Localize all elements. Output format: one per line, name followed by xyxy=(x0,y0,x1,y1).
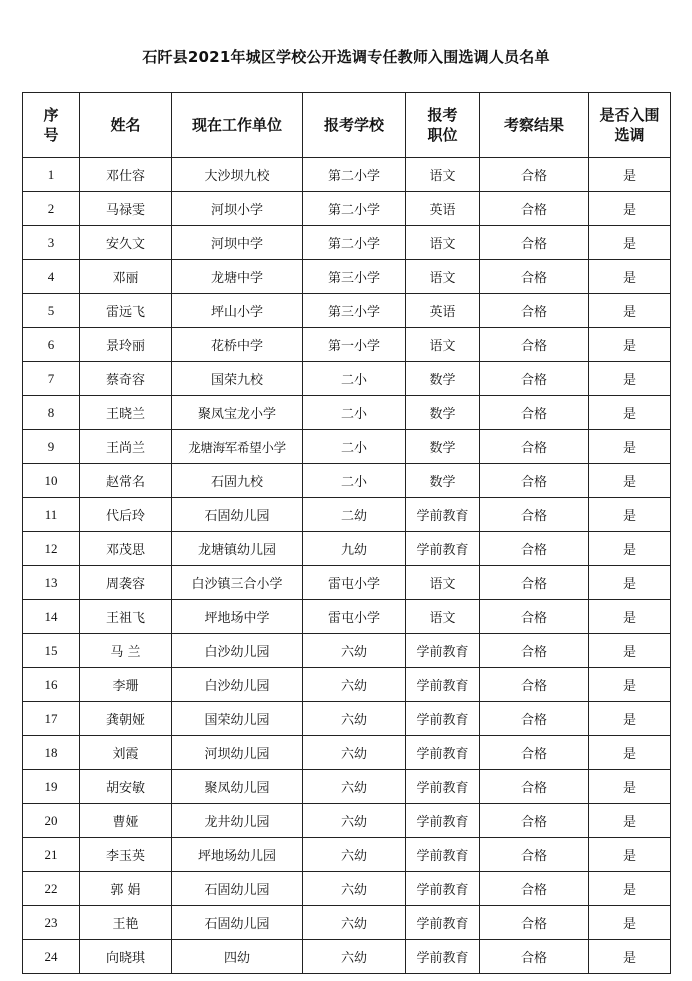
cell-unit: 坪地场幼儿园 xyxy=(172,838,303,872)
cell-result: 合格 xyxy=(480,770,589,804)
cell-position: 英语 xyxy=(406,294,480,328)
cell-unit: 坪地场中学 xyxy=(172,600,303,634)
table-row xyxy=(23,158,671,192)
cell-unit: 龙塘镇幼儿园 xyxy=(172,532,303,566)
page-title: 石阡县2021年城区学校公开选调专任教师入围选调人员名单 xyxy=(142,48,550,66)
cell-unit: 四幼 xyxy=(172,940,303,974)
cell-unit: 国荣九校 xyxy=(172,362,303,396)
cell-school: 二小 xyxy=(303,464,406,498)
header-school: 报考学校 xyxy=(303,93,406,158)
cell-school: 六幼 xyxy=(303,634,406,668)
header-unit: 现在工作单位 xyxy=(172,93,303,158)
cell-seq: 6 xyxy=(23,328,80,362)
cell-school: 第二小学 xyxy=(303,158,406,192)
cell-name: 刘霞 xyxy=(80,736,172,770)
cell-result: 合格 xyxy=(480,430,589,464)
cell-seq: 4 xyxy=(23,260,80,294)
cell-selected: 是 xyxy=(589,702,671,736)
cell-selected: 是 xyxy=(589,328,671,362)
cell-seq: 2 xyxy=(23,192,80,226)
cell-result: 合格 xyxy=(480,464,589,498)
cell-unit: 石固幼儿园 xyxy=(172,498,303,532)
cell-position: 学前教育 xyxy=(406,702,480,736)
cell-position: 学前教育 xyxy=(406,736,480,770)
cell-name: 马禄雯 xyxy=(80,192,172,226)
cell-position: 学前教育 xyxy=(406,770,480,804)
cell-result: 合格 xyxy=(480,702,589,736)
cell-name: 郭 娟 xyxy=(80,872,172,906)
cell-seq: 9 xyxy=(23,430,80,464)
cell-unit: 石固九校 xyxy=(172,464,303,498)
cell-name: 代后玲 xyxy=(80,498,172,532)
table-row xyxy=(23,770,671,804)
table-row xyxy=(23,702,671,736)
cell-result: 合格 xyxy=(480,872,589,906)
cell-position: 学前教育 xyxy=(406,634,480,668)
table-row xyxy=(23,226,671,260)
cell-result: 合格 xyxy=(480,634,589,668)
cell-school: 六幼 xyxy=(303,702,406,736)
cell-seq: 19 xyxy=(23,770,80,804)
cell-seq: 18 xyxy=(23,736,80,770)
cell-seq: 22 xyxy=(23,872,80,906)
cell-position: 语文 xyxy=(406,328,480,362)
header-seq xyxy=(23,93,80,158)
cell-selected: 是 xyxy=(589,566,671,600)
cell-school: 六幼 xyxy=(303,770,406,804)
cell-name: 邓茂思 xyxy=(80,532,172,566)
cell-school: 二小 xyxy=(303,362,406,396)
header-position xyxy=(406,93,480,158)
cell-name: 安久文 xyxy=(80,226,172,260)
cell-school: 六幼 xyxy=(303,906,406,940)
table-row xyxy=(23,328,671,362)
cell-school: 六幼 xyxy=(303,668,406,702)
cell-position: 数学 xyxy=(406,362,480,396)
cell-seq: 15 xyxy=(23,634,80,668)
cell-name: 邓仕容 xyxy=(80,158,172,192)
cell-result: 合格 xyxy=(480,804,589,838)
cell-position: 英语 xyxy=(406,192,480,226)
cell-seq: 23 xyxy=(23,906,80,940)
cell-unit: 白沙镇三合小学 xyxy=(172,566,303,600)
cell-seq: 17 xyxy=(23,702,80,736)
cell-position: 学前教育 xyxy=(406,532,480,566)
table-row xyxy=(23,634,671,668)
cell-result: 合格 xyxy=(480,226,589,260)
cell-unit: 河坝小学 xyxy=(172,192,303,226)
candidate-table xyxy=(22,92,671,974)
cell-seq: 1 xyxy=(23,158,80,192)
cell-position: 语文 xyxy=(406,260,480,294)
cell-selected: 是 xyxy=(589,600,671,634)
cell-position: 学前教育 xyxy=(406,668,480,702)
cell-seq: 12 xyxy=(23,532,80,566)
cell-name: 周袭容 xyxy=(80,566,172,600)
cell-unit: 龙塘海军希望小学 xyxy=(172,430,303,464)
cell-result: 合格 xyxy=(480,940,589,974)
header-position-line1: 报考 xyxy=(427,106,458,124)
header-position-line2: 职位 xyxy=(427,126,458,144)
cell-unit: 白沙幼儿园 xyxy=(172,634,303,668)
header-seq-line1: 序 xyxy=(43,106,59,124)
table-row xyxy=(23,498,671,532)
table-row xyxy=(23,940,671,974)
cell-school: 第三小学 xyxy=(303,260,406,294)
table-row xyxy=(23,260,671,294)
table-row xyxy=(23,838,671,872)
cell-result: 合格 xyxy=(480,362,589,396)
table-row xyxy=(23,464,671,498)
cell-position: 学前教育 xyxy=(406,906,480,940)
cell-unit: 聚凤幼儿园 xyxy=(172,770,303,804)
cell-seq: 7 xyxy=(23,362,80,396)
cell-unit: 河坝中学 xyxy=(172,226,303,260)
cell-name: 王尚兰 xyxy=(80,430,172,464)
cell-seq: 13 xyxy=(23,566,80,600)
cell-result: 合格 xyxy=(480,328,589,362)
cell-school: 雷屯小学 xyxy=(303,600,406,634)
cell-unit: 白沙幼儿园 xyxy=(172,668,303,702)
cell-school: 六幼 xyxy=(303,838,406,872)
cell-selected: 是 xyxy=(589,226,671,260)
cell-school: 二小 xyxy=(303,430,406,464)
header-selected-line1: 是否入围 xyxy=(599,106,660,124)
cell-seq: 3 xyxy=(23,226,80,260)
cell-name: 胡安敏 xyxy=(80,770,172,804)
cell-seq: 8 xyxy=(23,396,80,430)
cell-school: 六幼 xyxy=(303,940,406,974)
table-body xyxy=(23,158,671,974)
cell-position: 数学 xyxy=(406,464,480,498)
cell-seq: 24 xyxy=(23,940,80,974)
table-row xyxy=(23,532,671,566)
cell-seq: 5 xyxy=(23,294,80,328)
cell-selected: 是 xyxy=(589,362,671,396)
cell-unit: 聚凤宝龙小学 xyxy=(172,396,303,430)
cell-unit: 龙井幼儿园 xyxy=(172,804,303,838)
cell-school: 九幼 xyxy=(303,532,406,566)
cell-position: 语文 xyxy=(406,226,480,260)
cell-result: 合格 xyxy=(480,192,589,226)
header-name: 姓名 xyxy=(80,93,172,158)
cell-position: 数学 xyxy=(406,430,480,464)
cell-selected: 是 xyxy=(589,294,671,328)
cell-result: 合格 xyxy=(480,736,589,770)
table-row xyxy=(23,804,671,838)
cell-unit: 国荣幼儿园 xyxy=(172,702,303,736)
cell-name: 曹娅 xyxy=(80,804,172,838)
cell-unit: 石固幼儿园 xyxy=(172,872,303,906)
table-row xyxy=(23,192,671,226)
cell-result: 合格 xyxy=(480,396,589,430)
cell-seq: 14 xyxy=(23,600,80,634)
table-row xyxy=(23,430,671,464)
cell-result: 合格 xyxy=(480,158,589,192)
cell-position: 语文 xyxy=(406,566,480,600)
cell-selected: 是 xyxy=(589,736,671,770)
cell-result: 合格 xyxy=(480,498,589,532)
cell-seq: 21 xyxy=(23,838,80,872)
cell-name: 王艳 xyxy=(80,906,172,940)
cell-result: 合格 xyxy=(480,532,589,566)
cell-name: 蔡奇容 xyxy=(80,362,172,396)
table-row xyxy=(23,600,671,634)
cell-name: 景玲丽 xyxy=(80,328,172,362)
cell-unit: 花桥中学 xyxy=(172,328,303,362)
cell-selected: 是 xyxy=(589,260,671,294)
cell-selected: 是 xyxy=(589,396,671,430)
cell-position: 学前教育 xyxy=(406,804,480,838)
cell-position: 数学 xyxy=(406,396,480,430)
table-row xyxy=(23,294,671,328)
cell-selected: 是 xyxy=(589,532,671,566)
header-selected xyxy=(589,93,671,158)
cell-name: 赵常名 xyxy=(80,464,172,498)
cell-seq: 10 xyxy=(23,464,80,498)
cell-selected: 是 xyxy=(589,158,671,192)
cell-unit: 河坝幼儿园 xyxy=(172,736,303,770)
cell-selected: 是 xyxy=(589,634,671,668)
cell-selected: 是 xyxy=(589,838,671,872)
cell-position: 语文 xyxy=(406,158,480,192)
cell-result: 合格 xyxy=(480,668,589,702)
cell-unit: 大沙坝九校 xyxy=(172,158,303,192)
cell-school: 第二小学 xyxy=(303,226,406,260)
cell-selected: 是 xyxy=(589,804,671,838)
header-result: 考察结果 xyxy=(480,93,589,158)
cell-school: 二小 xyxy=(303,396,406,430)
table-row xyxy=(23,668,671,702)
cell-result: 合格 xyxy=(480,906,589,940)
cell-school: 六幼 xyxy=(303,872,406,906)
cell-name: 龚朝娅 xyxy=(80,702,172,736)
cell-position: 学前教育 xyxy=(406,498,480,532)
cell-name: 马 兰 xyxy=(80,634,172,668)
cell-name: 李珊 xyxy=(80,668,172,702)
cell-name: 王晓兰 xyxy=(80,396,172,430)
cell-position: 学前教育 xyxy=(406,872,480,906)
cell-selected: 是 xyxy=(589,770,671,804)
cell-position: 语文 xyxy=(406,600,480,634)
cell-seq: 20 xyxy=(23,804,80,838)
header-row xyxy=(23,93,671,158)
cell-school: 六幼 xyxy=(303,804,406,838)
cell-result: 合格 xyxy=(480,566,589,600)
cell-school: 第二小学 xyxy=(303,192,406,226)
cell-school: 二幼 xyxy=(303,498,406,532)
cell-selected: 是 xyxy=(589,906,671,940)
cell-position: 学前教育 xyxy=(406,838,480,872)
cell-result: 合格 xyxy=(480,838,589,872)
header-seq-line2: 号 xyxy=(43,126,59,144)
cell-selected: 是 xyxy=(589,668,671,702)
cell-result: 合格 xyxy=(480,294,589,328)
table-row xyxy=(23,362,671,396)
cell-name: 向晓琪 xyxy=(80,940,172,974)
cell-result: 合格 xyxy=(480,600,589,634)
cell-unit: 坪山小学 xyxy=(172,294,303,328)
table-row xyxy=(23,906,671,940)
table-row xyxy=(23,396,671,430)
cell-selected: 是 xyxy=(589,192,671,226)
cell-school: 第三小学 xyxy=(303,294,406,328)
cell-result: 合格 xyxy=(480,260,589,294)
cell-selected: 是 xyxy=(589,498,671,532)
cell-seq: 11 xyxy=(23,498,80,532)
cell-school: 第一小学 xyxy=(303,328,406,362)
cell-school: 雷屯小学 xyxy=(303,566,406,600)
cell-selected: 是 xyxy=(589,464,671,498)
cell-selected: 是 xyxy=(589,872,671,906)
header-selected-line2: 选调 xyxy=(614,126,645,144)
cell-seq: 16 xyxy=(23,668,80,702)
table-row xyxy=(23,872,671,906)
cell-name: 邓丽 xyxy=(80,260,172,294)
cell-unit: 石固幼儿园 xyxy=(172,906,303,940)
table-row xyxy=(23,566,671,600)
cell-school: 六幼 xyxy=(303,736,406,770)
cell-name: 雷远飞 xyxy=(80,294,172,328)
cell-position: 学前教育 xyxy=(406,940,480,974)
cell-name: 李玉英 xyxy=(80,838,172,872)
table-row xyxy=(23,736,671,770)
cell-unit: 龙塘中学 xyxy=(172,260,303,294)
cell-name: 王祖飞 xyxy=(80,600,172,634)
cell-selected: 是 xyxy=(589,940,671,974)
cell-selected: 是 xyxy=(589,430,671,464)
